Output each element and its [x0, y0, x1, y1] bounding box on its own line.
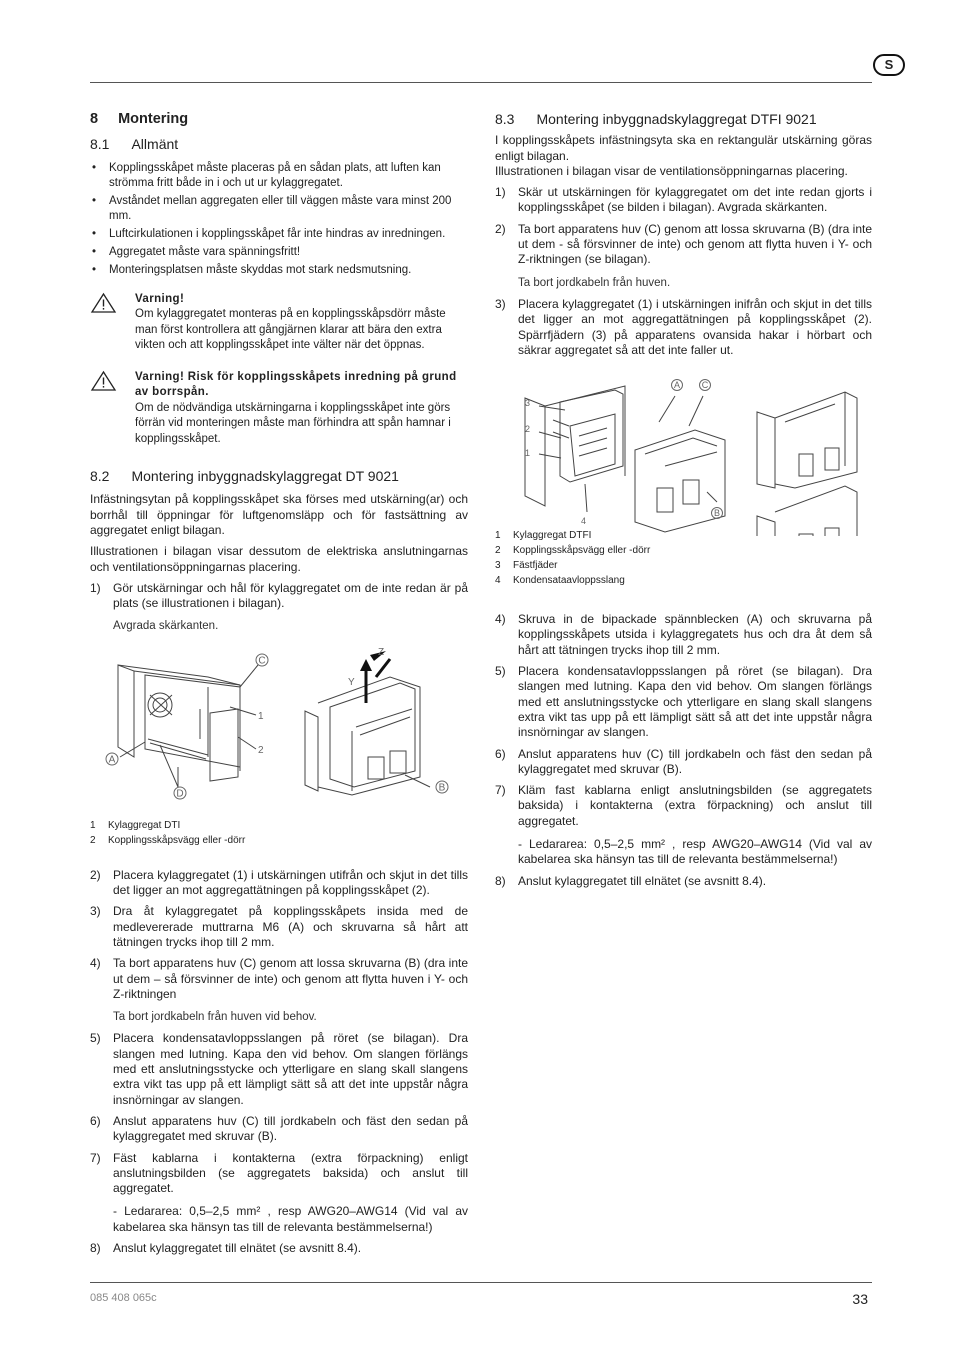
paragraph: I kopplingsskåpets infästningsyta ska en rektangulär utskärning göras enligt bilagan.: [495, 133, 872, 163]
callout-label-c: C: [701, 380, 709, 391]
list-item: • Avståndet mellan aggregaten eller till väggen måste vara minst 200 mm.: [90, 194, 468, 224]
warning-title: Varning! Risk för kopplingsskåpets inredning på grund av borrspån.: [135, 370, 457, 399]
list-item: 4) Ta bort apparatens huv (C) genom att lossa skruvarna (B) (dra inte ut dem – så försvinner de inte) och genom att flytta huven i Y- och Z-riktningen Ta bort jordkabeln från huven vid behov.: [90, 956, 468, 1024]
list-item: 7) Kläm fast kablarna enligt anslutningsbilden (se aggregatets baksida) i kontakterna (extra förpackning) och anslut till aggregatet. - Ledararea: 0,5–2,5 mm² , resp AWG20–AWG14 (Vid val av kabelarea ska hänsyn tas till de relevanta bestämmelserna!): [495, 783, 872, 867]
callout-label-d: D: [176, 788, 184, 800]
header-rule: [90, 82, 872, 83]
warning-drill-chips: [90, 370, 468, 448]
callout-label-b: B: [438, 782, 446, 794]
caption: 2 Kopplingsskåpsvägg eller -dörr: [90, 834, 246, 846]
language-badge: S: [873, 54, 905, 76]
warning-title: Varning!: [135, 292, 185, 305]
callout-label-4: 4: [581, 516, 587, 527]
list-item: • Monteringsplatsen måste skyddas mot stark nedsmutsning.: [90, 263, 468, 278]
dt-mounting-figure: [90, 647, 468, 812]
list-item: 3) Placera kylaggregatet (1) i utskärningen inifrån och skjut in det tills det ligger an mot aggregattätningen på kopplingsskåpet (2). Spärrfjädern (3) på apparatens ovansida hakar i hörbart och säkrar aggregatet så att det inte faller ut.: [495, 296, 872, 357]
section-8-heading: 8 Montering: [90, 111, 189, 127]
callout-label-1: 1: [525, 448, 531, 459]
axis-label-y: Y: [348, 676, 355, 688]
list-item: 6) Anslut apparatens huv (C) till jordkabeln och fäst den sedan på kylaggregatet med skruvar (B).: [90, 1113, 468, 1144]
list-item: 1) Gör utskärningar och hål för kylaggregatet om de inte redan är på plats (se illustrationen i bilagan). Avgrada skärkanten.: [90, 580, 468, 633]
axis-label-z: Z: [378, 646, 385, 658]
callout-label-a: A: [673, 380, 681, 391]
section-8-2-heading: 8.2 Montering inbyggnadskylaggregat DT 9021: [90, 468, 399, 485]
list-item: 7) Fäst kablarna i kontakterna (extra förpackning) enligt anslutningsbilden (se aggregatets baksida) och anslut till aggregatet. - Ledararea: 0,5–2,5 mm² , resp AWG20–AWG14 (Vid val av kabelarea ska hänsyn tas till de relevanta bestämmelserna!): [90, 1150, 468, 1234]
paragraph: Illustrationen i bilagan visar de ventilationsöppningarnas placering.: [495, 163, 848, 178]
caption: 3 Fästfjäder: [495, 560, 558, 572]
page-number: 33: [852, 1291, 868, 1307]
list-item: 4) Skruva in de bipackade spännblecken (A) och skruvarna på kopplingsskåpets utsida i kylaggregatets hus och dra åt dem så hårt att tätningen trycks ihop till 2 mm.: [495, 612, 872, 657]
list-item: 8) Anslut kylaggregatet till elnätet (se avsnitt 8.4).: [90, 1241, 362, 1255]
warning-triangle-icon: [90, 292, 117, 314]
caption: 2 Kopplingsskåpsvägg eller -dörr: [495, 545, 651, 557]
callout-label-c: C: [258, 655, 266, 667]
list-item: 3) Dra åt kylaggregatet på kopplingsskåpets insida med de medlevererade muttrarna M6 (A) och skruvarna så hårt att tätningen trycks ihop till 2 mm.: [90, 904, 468, 949]
dt-steps-rest: [90, 868, 468, 1257]
list-item: 2) Ta bort apparatens huv (C) genom att lossa skruvarna (B) (dra inte ut dem - så försvinner de inte) och genom att flytta huven i Y- och Z-riktningen (se bilagan). Ta bort jordkabeln från huven.: [495, 221, 872, 289]
dt-mounting-illustration: [90, 647, 468, 812]
list-item: • Aggregatet måste vara spänningsfritt!: [90, 245, 468, 260]
caption: 1 Kylaggregat DTFI: [495, 530, 592, 542]
caption: 4 Kondensataavloppsslang: [495, 575, 625, 587]
callout-label-b: B: [713, 508, 721, 519]
warning-text: Om kylaggregatet monteras på en kopplingsskåpsdörr måste man först kontrollera att gångjärnen klarar att bära den extra vikten och att kopplingsskåpet inte välter när det öppnas.: [135, 308, 446, 352]
paragraph: Infästningsytan på kopplingsskåpet ska förses med utskärning(ar) och borrhål till öppningar för luftgenomsläpp och för fastsättning av aggregatet enligt bilagan.: [90, 492, 468, 537]
list-item: 1) Skär ut utskärningen för kylaggregatet om det inte redan gjorts i kopplingsskåpet (se bilden i bilagan). Avgrada skärkanten.: [495, 185, 872, 215]
list-item: 5) Placera kondensatavloppsslangen på röret (se bilagan). Dra slangen med lutning. Kapa den vid behov. Om slangen förlängs med ett anslutningsstycke och ytterligare en slang skall slangens extra vikt tas upp på ett lämpligt sätt så att det inte uppstår några insnörningar av slangen.: [90, 1031, 468, 1107]
document-code: 085 408 065c: [90, 1292, 157, 1304]
caption: 1 Kylaggregat DTI: [90, 819, 181, 831]
dtfi-steps-rest: [495, 612, 872, 889]
warning-hinges: [90, 292, 468, 354]
list-item: • Luftcirkulationen i kopplingsskåpet får inte hindras av inredningen.: [90, 227, 468, 242]
dtfi-figure-captions: [495, 528, 872, 588]
list-item: 8) Anslut kylaggregatet till elnätet (se avsnitt 8.4).: [495, 873, 767, 888]
general-bullet-list: [90, 161, 468, 278]
footer-rule: [90, 1282, 872, 1283]
list-item: • Kopplingsskåpet måste placeras på en sådan plats, att luften kan strömma fritt både in i och ut ur kylaggregatet.: [90, 161, 468, 191]
dt-figure-captions: [90, 818, 468, 848]
dt-steps-first: [90, 581, 468, 635]
dtfi-mounting-figure: [495, 366, 872, 536]
callout-label-a: A: [108, 754, 116, 766]
warning-triangle-icon: [90, 370, 117, 392]
right-column: [495, 112, 872, 895]
callout-label-2: 2: [258, 744, 264, 756]
callout-label-2: 2: [525, 424, 531, 435]
callout-label-1: 1: [258, 710, 264, 722]
dtfi-steps-first: [495, 185, 872, 358]
section-8-3-heading: 8.3 Montering inbyggnadskylaggregat DTFI 9021: [495, 111, 817, 127]
section-8-1-heading: 8.1 Allmänt: [90, 136, 179, 153]
list-item: 2) Placera kylaggregatet (1) i utskärningen utifrån och skjut in det tills det ligger an mot aggregattätningen på kopplingsskåpet (2).: [90, 867, 468, 898]
warning-text: Om de nödvändiga utskärningarna i kopplingsskåpet inte görs förrän vid monteringen måste man förhindra att spån hamnar i kopplingsskåpet.: [135, 401, 451, 445]
dtfi-mounting-illustration: [495, 366, 872, 536]
list-item: 6) Anslut apparatens huv (C) till jordkabeln och fäst den sedan på kylaggregatet med skruvar (B).: [495, 746, 872, 776]
callout-label-3: 3: [525, 398, 531, 409]
paragraph: Illustrationen i bilagan visar dessutom de elektriska anslutningarnas och ventilationsöppningarnas placering.: [90, 544, 468, 574]
list-item: 5) Placera kondensatavloppsslangen på röret (se bilagan). Dra slangen med lutning. Kapa den vid behov. Om slangen förlängs med ett anslutningsstycke och ytterligare en slang skall slangens extra vikt tas upp på ett lämpligt sätt så att det inte uppstår några insnörningar av slangen.: [495, 664, 872, 740]
left-column: [90, 112, 468, 1262]
